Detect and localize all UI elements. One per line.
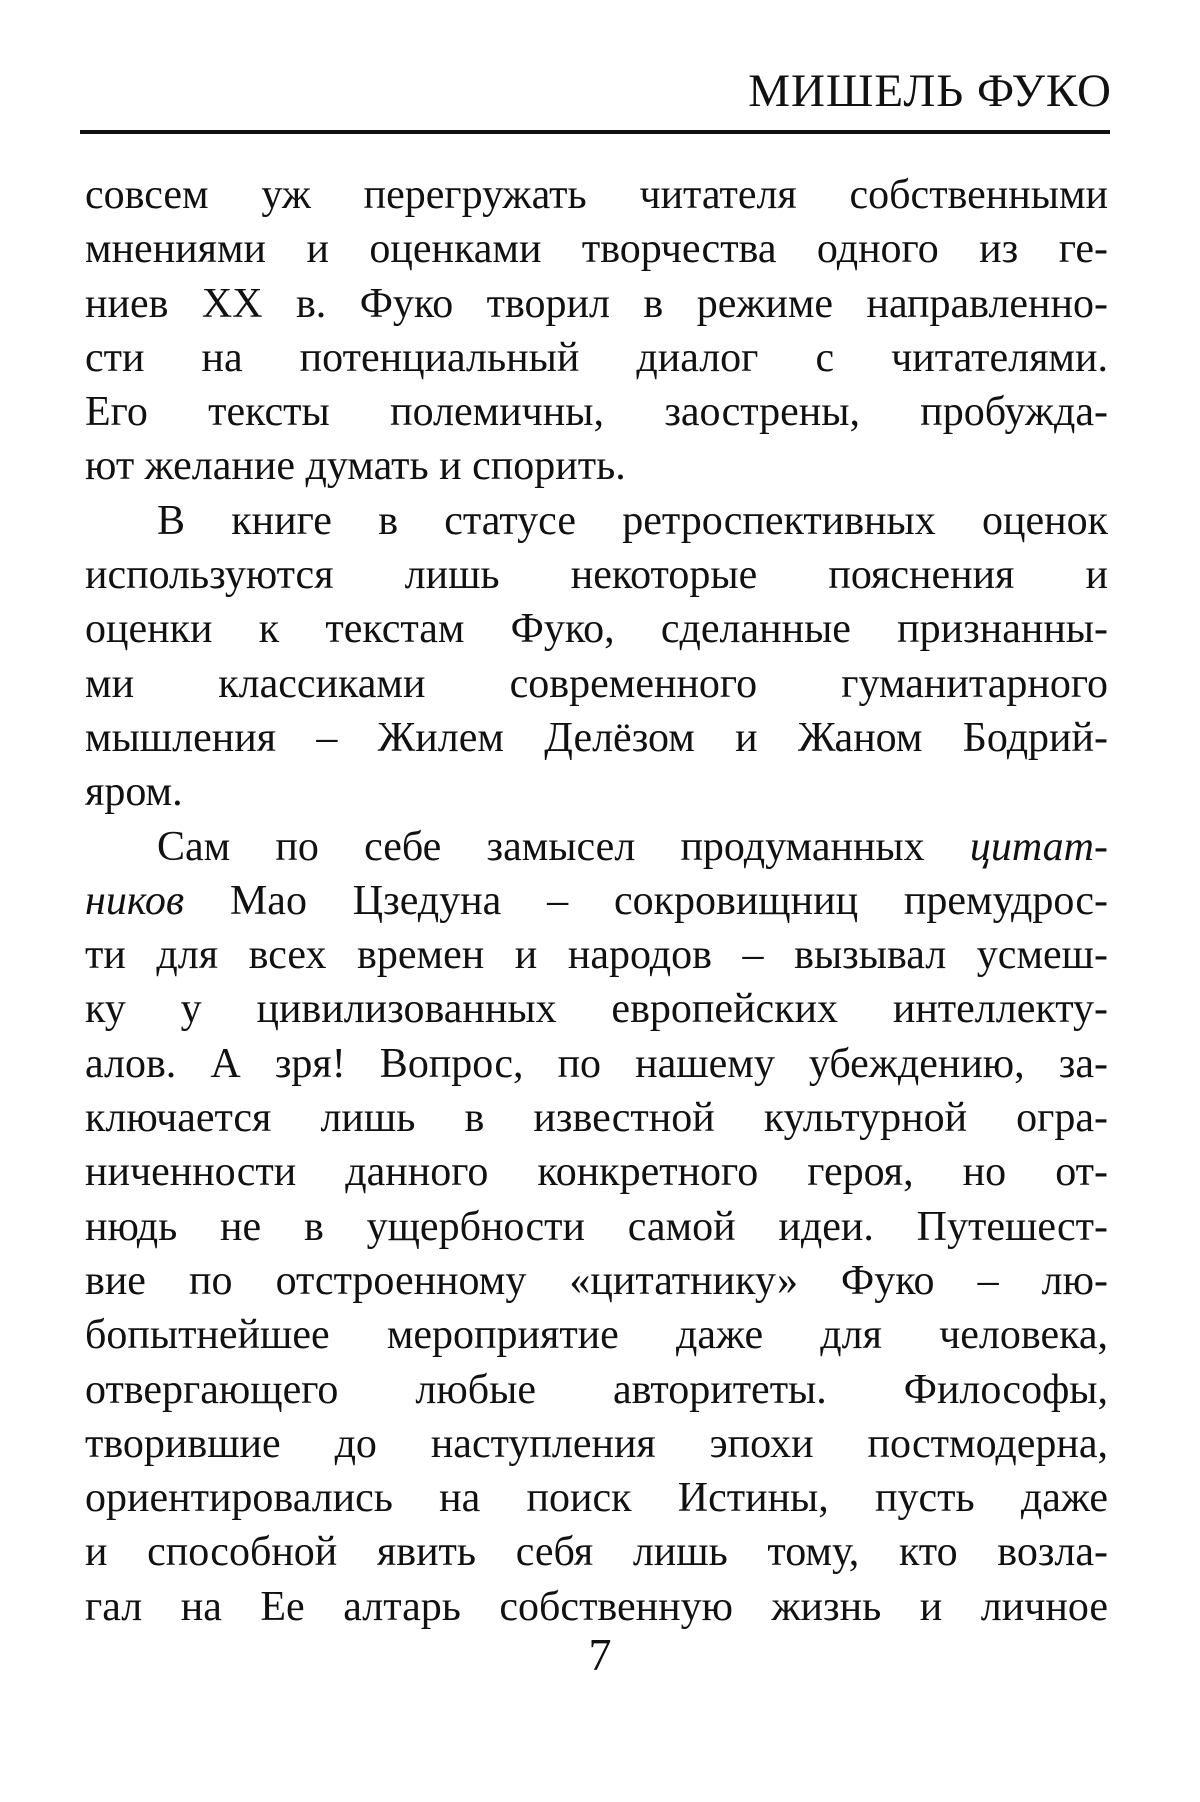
text-line: Его тексты полемичны, заострены, пробужда-	[85, 389, 1108, 436]
text-line: ниев XX в. Фуко творил в режиме направленно-	[85, 280, 1108, 327]
paragraph-3	[85, 820, 1108, 1634]
text-line: оценки к текстам Фуко, сделанные признанны-	[85, 606, 1108, 653]
text-line: творившие до наступления эпохи постмодерна,	[85, 1420, 1108, 1467]
text-line: вие по отстроенному «цитатнику» Фуко – лю-	[85, 1257, 1108, 1304]
text-line: ти для всех времен и народов – вызывал усмеш-	[85, 932, 1108, 979]
text-line: алов. А зря! Вопрос, по нашему убеждению, за-	[85, 1040, 1108, 1087]
text-line: отвергающего любые авторитеты. Философы,	[85, 1366, 1108, 1413]
page-number: 7	[588, 1629, 612, 1680]
text-line: яром.	[85, 769, 183, 816]
text-line: ключается лишь в известной культурной огра-	[85, 1095, 1108, 1142]
paragraph-1	[85, 168, 1108, 494]
italic-term: цитат-	[969, 823, 1108, 870]
text-line: ми классиками современного гуманитарного	[85, 660, 1108, 707]
text-run: Мао Цзедуна – сокровищниц премудрос-	[184, 877, 1108, 924]
body-text	[85, 168, 1108, 1634]
text-line: ку у цивилизованных европейских интеллекту-	[85, 986, 1108, 1033]
text-line	[85, 820, 1108, 874]
text-line: ют желание думать и спорить.	[85, 443, 626, 490]
header-rule	[80, 130, 1110, 134]
running-head-title: МИШЕЛЬ ФУКО	[748, 65, 1112, 117]
text-line: ориентировались на поиск Истины, пусть даже	[85, 1475, 1108, 1522]
text-run: Сам по себе замысел продуманных	[157, 823, 970, 870]
text-line: ниченности данного конкретного героя, но от-	[85, 1149, 1108, 1196]
text-line: и способной явить себя лишь тому, кто возла-	[85, 1529, 1108, 1576]
text-line: гал на Ее алтарь собственную жизнь и личное	[85, 1583, 1108, 1630]
text-line: бопытнейшее мероприятие даже для человека,	[85, 1312, 1108, 1359]
text-line: сти на потенциальный диалог с читателями.	[85, 334, 1108, 381]
text-line: мнениями и оценками творчества одного из ге-	[85, 226, 1108, 273]
paragraph-2	[85, 494, 1108, 820]
text-line: нюдь не в ущербности самой идеи. Путешест-	[85, 1203, 1108, 1250]
italic-term: ников	[85, 877, 185, 924]
text-line: используются лишь некоторые пояснения и	[85, 552, 1108, 599]
text-line: В книге в статусе ретроспективных оценок	[157, 497, 1108, 544]
text-line	[85, 874, 1108, 928]
text-line: совсем уж перегружать читателя собственными	[85, 172, 1108, 218]
text-line: мышления – Жилем Делёзом и Жаном Бодрий-	[85, 714, 1108, 761]
